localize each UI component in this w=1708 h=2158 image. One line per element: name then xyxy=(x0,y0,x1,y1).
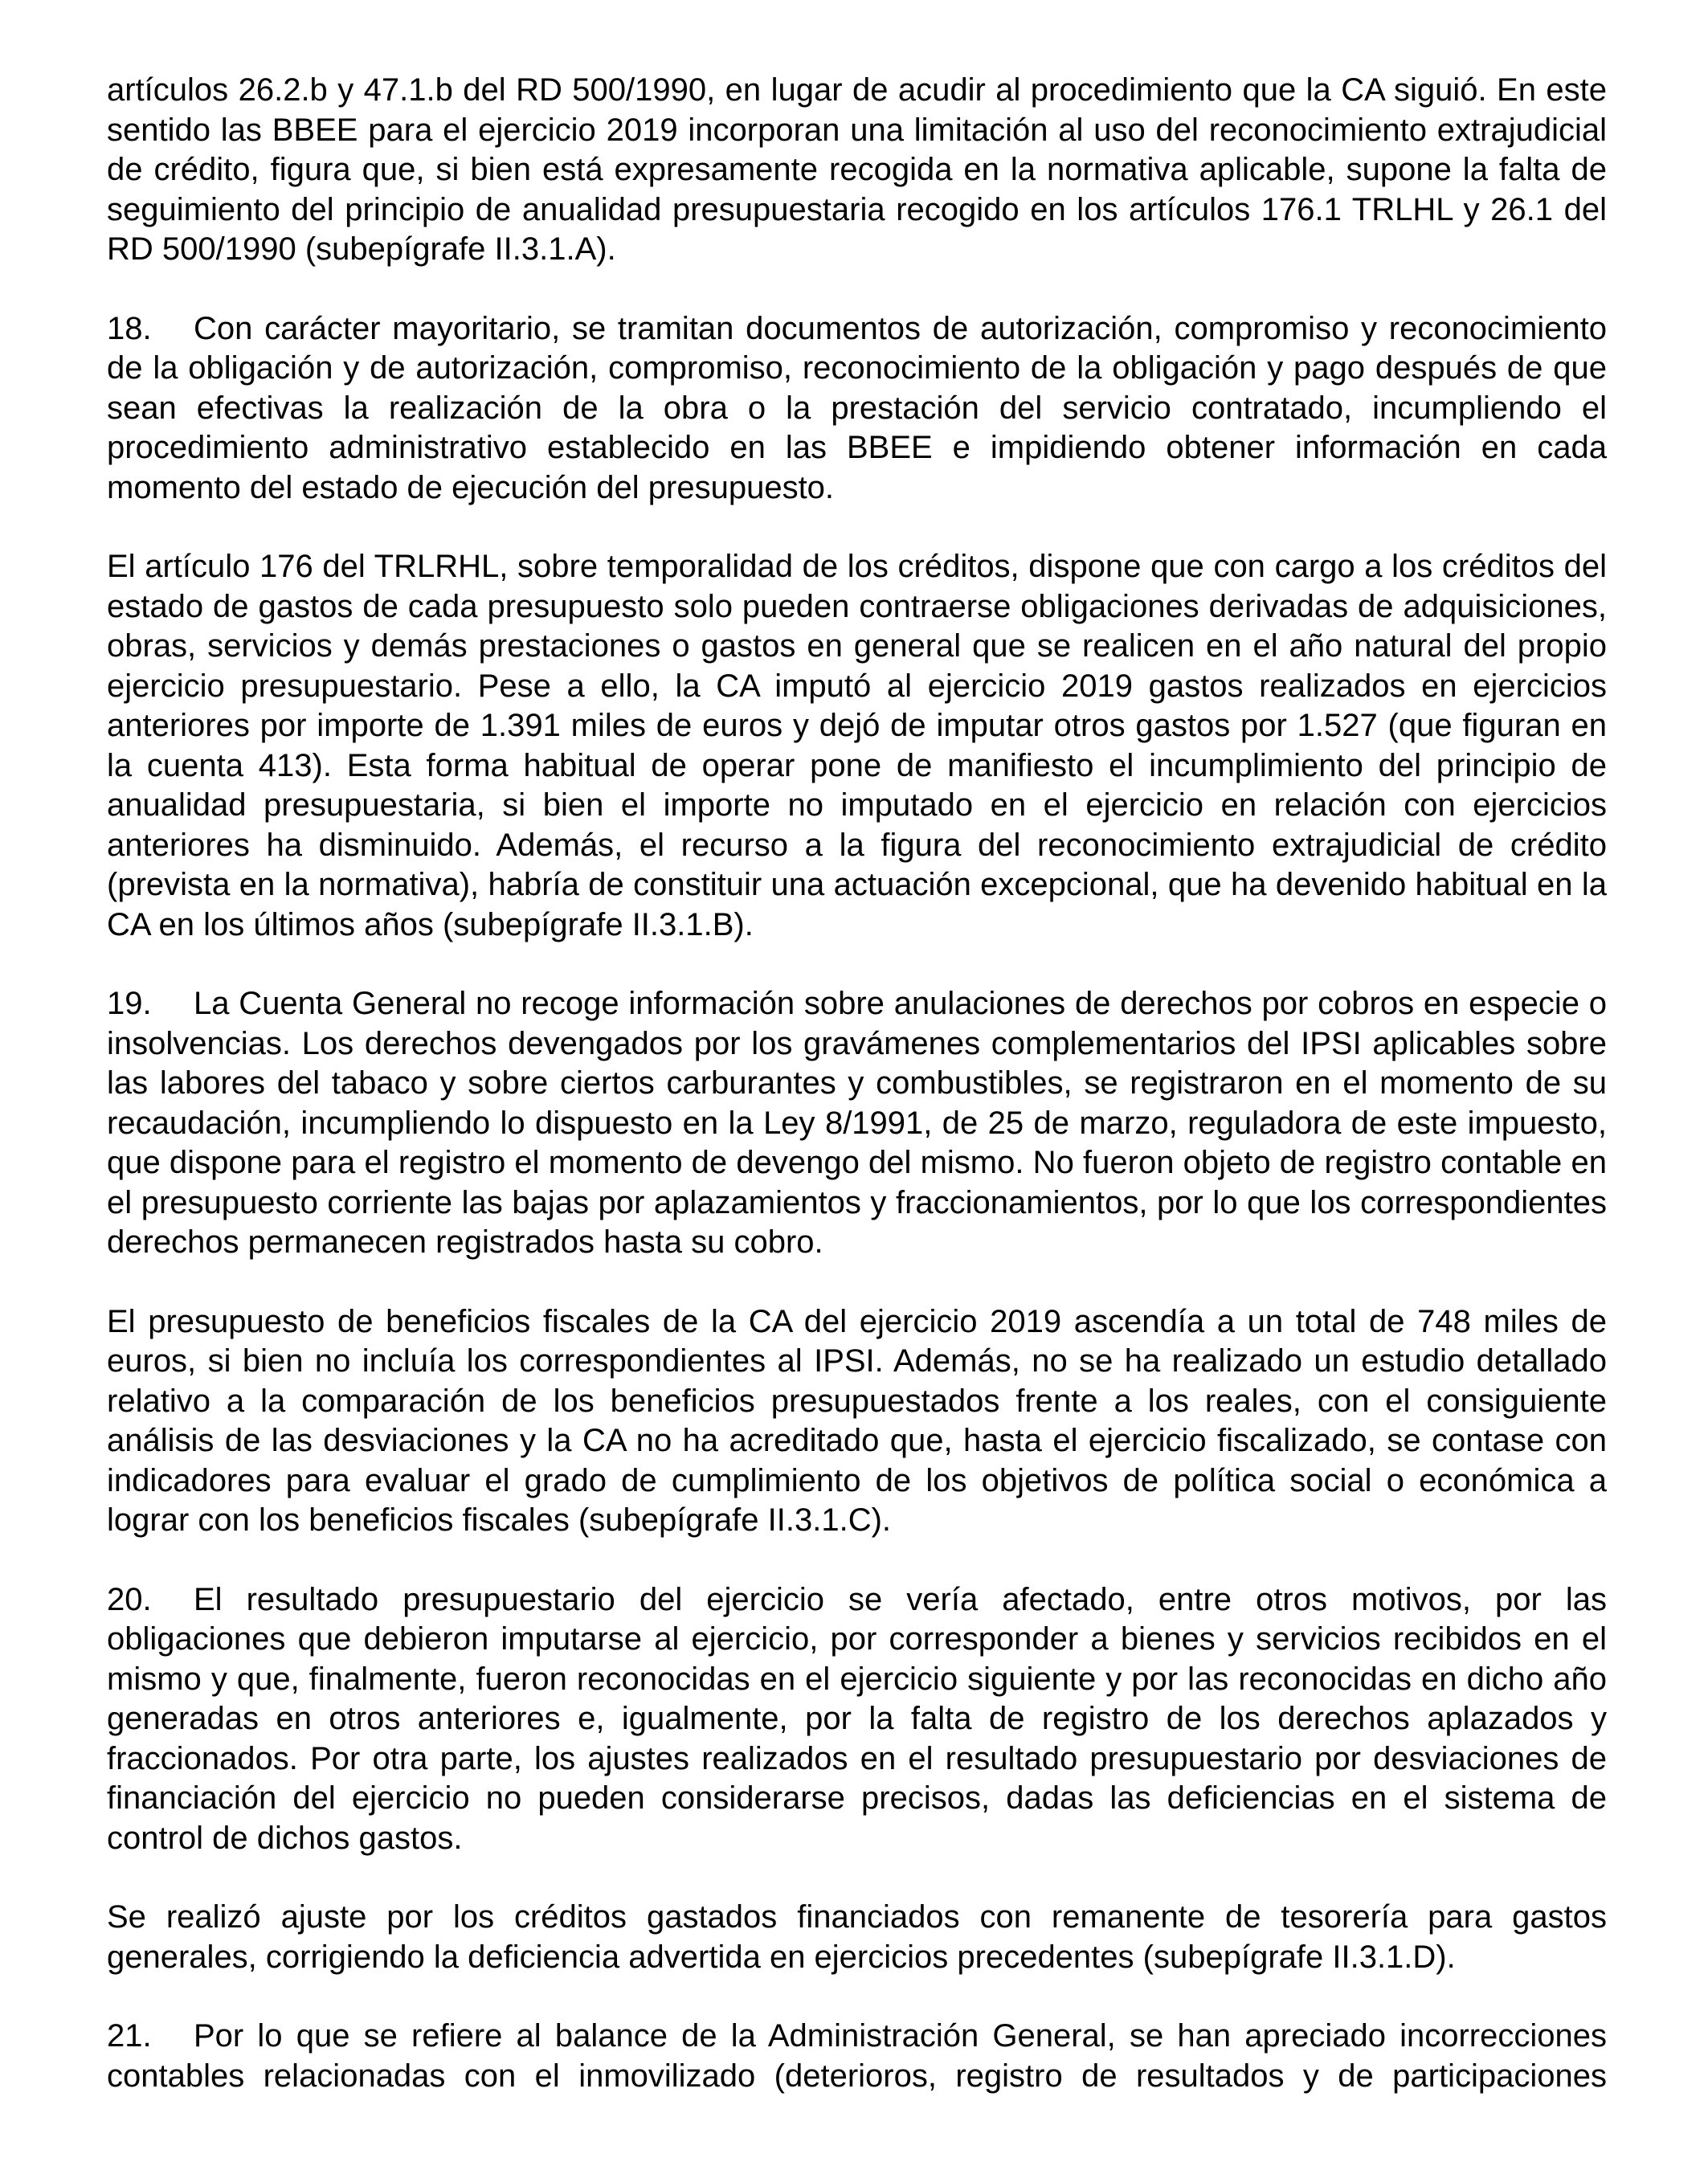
paragraph-text: artículos 26.2.b y 47.1.b del RD 500/1990, en lugar de acudir al procedimiento que la CA siguió. En este sentido las BBEE para el ejercicio 2019 incorporan una limitación al uso del reconocimiento extrajudicial de crédito, figura que, si bien está expresamente recogida en la normativa aplicable, supone la falta de seguimiento del principio de anualidad presupuestaria recogido en los artículos 176.1 TRLHL y 26.1 del RD 500/1990 (subepígrafe II.3.1.A). xyxy=(107,72,1607,267)
paragraph-continuation xyxy=(107,71,1607,270)
paragraph-number: 20. xyxy=(107,1581,152,1617)
paragraph-20-detail xyxy=(107,1898,1607,1977)
paragraph-text: El presupuesto de beneficios fiscales de la CA del ejercicio 2019 ascendía a un total de 748 miles de euros, si bien no incluía los correspondientes al IPSI. Además, no se ha realizado un estudio detallado relativo a la comparación de los beneficios presupuestados frente a los reales, con el consiguiente análisis de las desviaciones y la CA no ha acreditado que, hasta el ejercicio fiscalizado, se contase con indicadores para evaluar el grado de cumplimiento de los objetivos de política social o económica a lograr con los beneficios fiscales (subepígrafe II.3.1.C). xyxy=(107,1303,1607,1538)
paragraph-text: El artículo 176 del TRLRHL, sobre temporalidad de los créditos, dispone que con cargo a los créditos del estado de gastos de cada presupuesto solo pueden contraerse obligaciones derivadas de adquisiciones, obras, servicios y demás prestaciones o gastos en general que se realicen en el año natural del propio ejercicio presupuestario. Pese a ello, la CA imputó al ejercicio 2019 gastos realizados en ejercicios anteriores por importe de 1.391 miles de euros y dejó de imputar otros gastos por 1.527 (que figuran en la cuenta 413). Esta forma habitual de operar pone de manifiesto el incumplimiento del principio de anualidad presupuestaria, si bien el importe no imputado en el ejercicio en relación con ejercicios anteriores ha disminuido. Además, el recurso a la figura del reconocimiento extrajudicial de crédito (prevista en la normativa), habría de constituir una actuación excepcional, que ha devenido habitual en la CA en los últimos años (subepígrafe II.3.1.B). xyxy=(107,549,1607,942)
paragraph-text: El resultado presupuestario del ejercicio se vería afectado, entre otros motivos, por las obligaciones que debieron imputarse al ejercicio, por corresponder a bienes y servicios recibidos en el mismo y que, finalmente, fueron reconocidas en el ejercicio siguiente y por las reconocidas en dicho año generadas en otros anteriores e, igualmente, por la falta de registro de los derechos aplazados y fraccionados. Por otra parte, los ajustes realizados en el resultado presupuestario por desviaciones de financiación del ejercicio no pueden considerarse precisos, dadas las deficiencias en el sistema de control de dichos gastos. xyxy=(107,1581,1607,1856)
paragraph-19-detail xyxy=(107,1302,1607,1541)
paragraph-number: 18. xyxy=(107,310,152,346)
paragraph-text: Con carácter mayoritario, se tramitan documentos de autorización, compromiso y reconocimiento de la obligación y de autorización, compromiso, reconocimiento de la obligación y pago después de que sean efectivas la realización de la obra o la prestación del servicio contratado, incumpliendo el procedimiento administrativo establecido en las BBEE e impidiendo obtener información en cada momento del estado de ejecución del presupuesto. xyxy=(107,310,1607,505)
paragraph-20 xyxy=(107,1580,1607,1859)
paragraph-text: La Cuenta General no recoge información sobre anulaciones de derechos por cobros en especie o insolvencias. Los derechos devengados por los gravámenes complementarios del IPSI aplicables sobre las labores del tabaco y sobre ciertos carburantes y combustibles, se registraron en el momento de su recaudación, incumpliendo lo dispuesto en la Ley 8/1991, de 25 de marzo, reguladora de este impuesto, que dispone para el registro el momento de devengo del mismo. No fueron objeto de registro contable en el presupuesto corriente las bajas por aplazamientos y fraccionamientos, por lo que los correspondientes derechos permanecen registrados hasta su cobro. xyxy=(107,986,1607,1260)
paragraph-21 xyxy=(107,2017,1607,2096)
paragraph-text: Se realizó ajuste por los créditos gastados financiados con remanente de tesorería para gastos generales, corrigiendo la deficiencia advertida en ejercicios precedentes (subepígrafe II.3.1.D). xyxy=(107,1899,1607,1975)
paragraph-number: 19. xyxy=(107,986,152,1021)
paragraph-19 xyxy=(107,984,1607,1263)
paragraph-18-detail xyxy=(107,547,1607,945)
paragraph-text: Por lo que se refiere al balance de la Administración General, se han apreciado incorrecciones contables relacionadas con el inmovilizado (deterioros, registro de resultados y de participaciones xyxy=(107,2018,1607,2094)
paragraph-18 xyxy=(107,309,1607,509)
paragraph-number: 21. xyxy=(107,2018,152,2054)
